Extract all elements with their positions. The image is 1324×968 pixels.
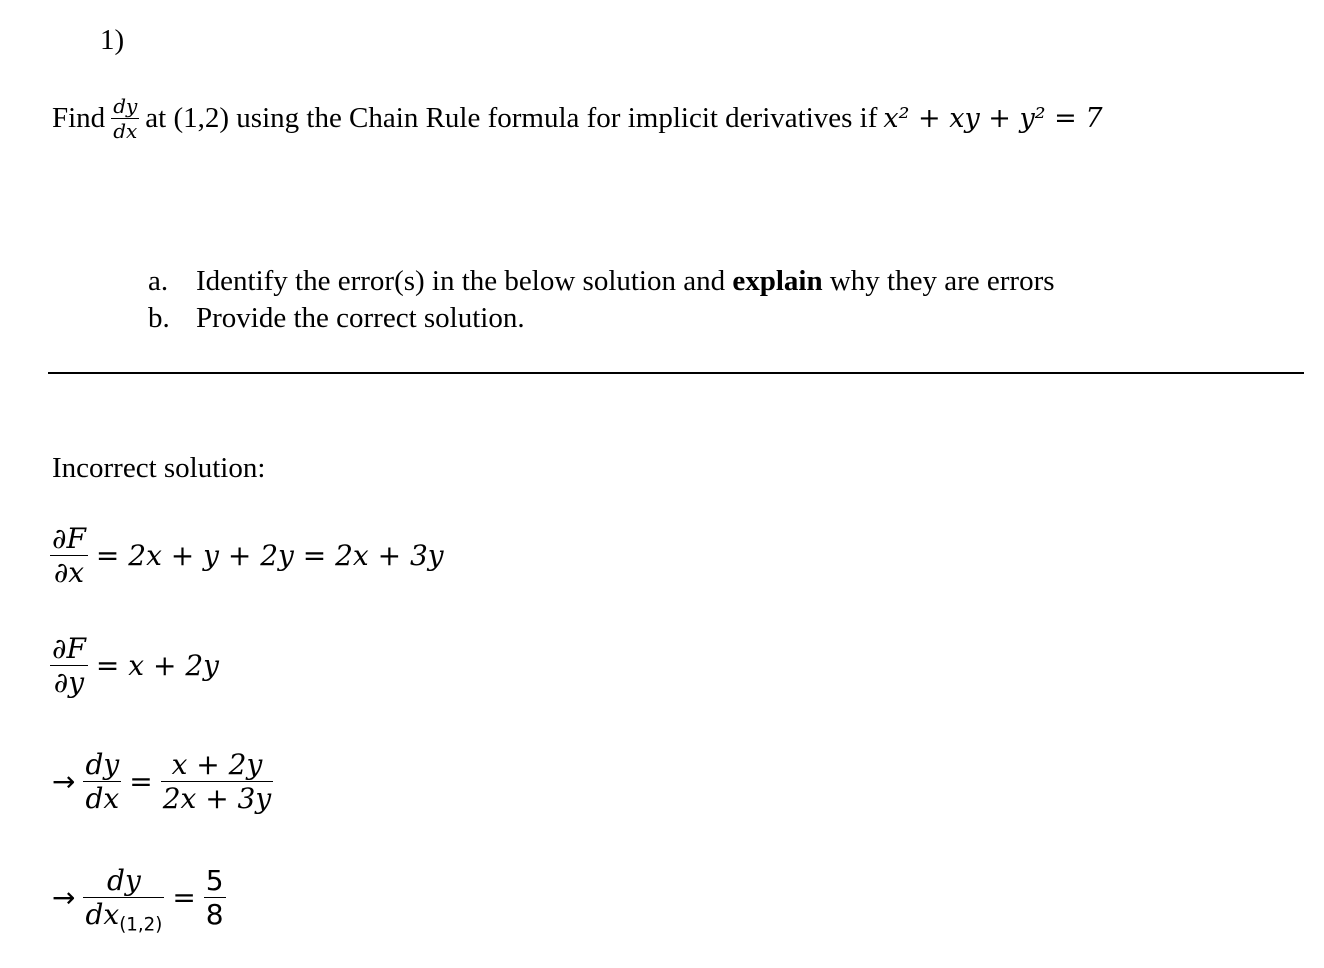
dy-numerator: dy bbox=[113, 94, 138, 118]
evaluation-point: (1,2) bbox=[119, 914, 163, 936]
task-bold-word: explain bbox=[732, 265, 823, 297]
problem-statement bbox=[52, 94, 1103, 143]
result-fraction bbox=[161, 748, 274, 815]
dy-dx-fraction bbox=[111, 94, 139, 143]
step-partial-x bbox=[50, 522, 444, 589]
problem-number: 1) bbox=[100, 24, 125, 56]
step-partial-y bbox=[50, 632, 219, 699]
dy-dx-fraction bbox=[83, 864, 164, 936]
dy-dx-fraction bbox=[83, 748, 121, 815]
task-text: Provide the correct solution. bbox=[196, 302, 525, 334]
dy-numerator: dy bbox=[107, 864, 141, 897]
arrow-icon: → bbox=[52, 881, 76, 914]
task-list bbox=[148, 263, 1055, 337]
result-numerator: x + 2y bbox=[171, 748, 263, 781]
step-evaluated bbox=[52, 864, 226, 936]
partial-fraction bbox=[50, 632, 88, 699]
task-b bbox=[148, 300, 1055, 337]
dx-denominator bbox=[83, 898, 164, 936]
task-a bbox=[148, 263, 1055, 300]
section-divider bbox=[48, 372, 1304, 374]
task-text: Identify the error(s) in the below solution and bbox=[196, 265, 733, 297]
dx-denominator: dx bbox=[85, 782, 120, 815]
partial-fraction bbox=[50, 522, 88, 589]
arrow-icon: → bbox=[52, 765, 76, 798]
find-word: Find bbox=[52, 102, 106, 134]
equals-sign: = bbox=[129, 765, 153, 798]
partial-numerator: ∂F bbox=[52, 632, 86, 665]
result-numerator: 5 bbox=[205, 864, 224, 897]
equals-sign: = bbox=[172, 881, 196, 914]
dy-numerator: dy bbox=[85, 748, 120, 781]
task-marker: b. bbox=[148, 302, 170, 334]
dx-denominator: dx bbox=[113, 119, 138, 143]
partial-denominator: ∂x bbox=[53, 556, 85, 589]
step-rhs: = x + 2y bbox=[95, 649, 219, 682]
step-derivative-formula bbox=[52, 748, 273, 815]
task-marker: a. bbox=[148, 265, 169, 297]
partial-denominator: ∂y bbox=[53, 666, 85, 699]
task-text-after: why they are errors bbox=[822, 265, 1055, 297]
equation: x² + xy + y² = 7 bbox=[883, 103, 1103, 134]
partial-numerator: ∂F bbox=[52, 522, 86, 555]
dx-text: dx bbox=[85, 898, 120, 931]
step-rhs: = 2x + y + 2y = 2x + 3y bbox=[95, 539, 444, 572]
result-denominator: 8 bbox=[205, 898, 224, 931]
solution-heading: Incorrect solution: bbox=[52, 452, 266, 484]
result-denominator: 2x + 3y bbox=[162, 782, 272, 815]
statement-text: at (1,2) using the Chain Rule formula for implicit derivatives if bbox=[145, 102, 878, 134]
result-fraction bbox=[204, 864, 226, 931]
